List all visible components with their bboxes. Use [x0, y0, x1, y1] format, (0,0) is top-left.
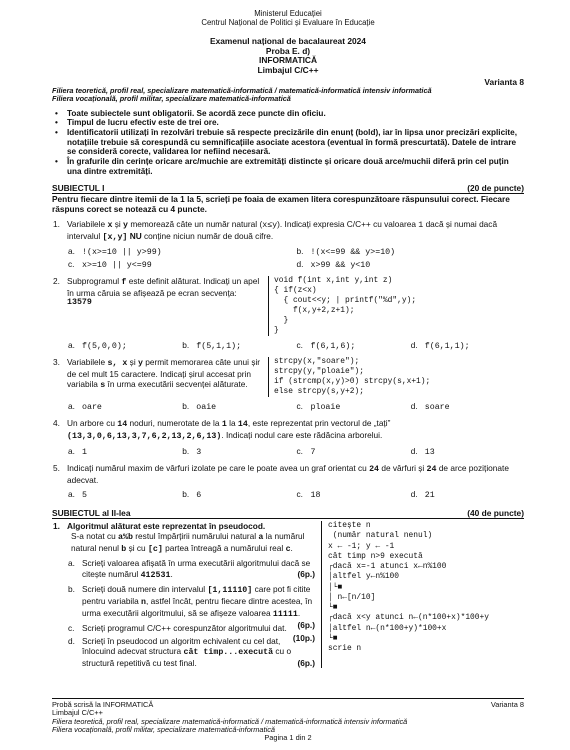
answer-letter: c. — [296, 339, 303, 350]
answer-option — [410, 401, 524, 414]
answer-option — [296, 446, 410, 459]
question-text: partea întreagă a numărului real — [162, 543, 286, 554]
question-text: S-a notat cu — [71, 531, 119, 542]
question-3 — [52, 357, 524, 414]
code-block: strcpy(x,"soare"); strcpy(y,"ploaie"); if (strcmp(x,y)>0) strcpy(s,x+1); else strcpy(s,y+2); — [268, 357, 524, 397]
rule-item: • Toate subiectele sunt obligatorii. Se acordă zece puncte din oficiu. — [52, 109, 524, 119]
answer-text: f(6,1,6); — [310, 341, 356, 351]
answer-option — [296, 259, 525, 272]
answer-text: x>99 && y<10 — [310, 261, 371, 271]
output-sequence: 13579 — [67, 298, 92, 308]
var-name: n — [141, 597, 147, 607]
answer-text: !(x>=10 || y>99) — [82, 248, 162, 258]
answer-option — [67, 259, 296, 272]
question-text: conține niciun număr de două cifre. — [141, 231, 274, 242]
subject-1-intro: Pentru fiecare dintre itemii de la 1 la 5, scrieți pe foaia de examen litera corespunzătoare răspunsului corect. Fiecare răspuns corect se notează cu 4 puncte. — [52, 194, 510, 215]
question-text: Subprogramul — [67, 276, 122, 287]
answer-text: 18 — [310, 490, 321, 500]
answer-text: oaie — [196, 402, 217, 412]
question-text: și — [127, 356, 138, 367]
sub-question-letter: c. — [68, 622, 75, 633]
footer-filiera-1: Filiera teoretică, profil real, specializare matematică-informatică / matematică-informatică intensiv informatică — [52, 716, 408, 726]
question-number: 1. — [53, 219, 60, 230]
answer-text: 13 — [424, 447, 435, 457]
question-2 — [52, 276, 524, 353]
ministry-name: Ministerul Educației — [254, 9, 322, 18]
answer-option — [67, 340, 181, 353]
var-name: b — [121, 545, 127, 555]
code-block: void f(int x,int y,int z) { if(z<x) { cout<<y; | printf("%d",y); f(x,y+2,z+1); } } — [268, 276, 524, 336]
answer-letter: b. — [182, 445, 190, 456]
question-text: și — [112, 219, 124, 230]
answer-letter: b. — [296, 246, 304, 257]
answer-text: x>=10 || y<=99 — [82, 261, 152, 271]
var-name: c — [285, 545, 291, 555]
exam-header — [52, 37, 524, 76]
question-text: Scrieți valoarea afișată în urma executării algoritmului dacă se citește numărul — [82, 558, 311, 579]
question-number: 4. — [53, 417, 60, 428]
question-text: Variabilele — [67, 356, 108, 367]
subject-2-question-1 — [52, 521, 524, 668]
value: 412531 — [140, 570, 171, 580]
subject-1-points: (20 de puncte) — [467, 183, 524, 194]
points-badge: (6p.) — [297, 619, 315, 630]
footer-filiera-2: Filiera vocațională, profil militar, specializare matematică-informatică — [52, 724, 276, 734]
sub-question-d — [67, 636, 315, 668]
question-description — [67, 531, 315, 555]
answer-text: 7 — [310, 447, 316, 457]
value: 1 — [418, 221, 424, 231]
question-text: restul împărțirii numărului natural — [132, 531, 259, 542]
answer-option — [410, 340, 524, 353]
answer-options — [67, 401, 524, 414]
parent-vector: (13,3,0,6,13,3,7,6,2,13,2,6,13) — [67, 431, 222, 441]
footer-variant: Varianta 8 — [490, 700, 524, 709]
question-number: 5. — [53, 462, 60, 473]
answer-letter: a. — [68, 445, 75, 456]
question-text: Scrieți două numere din intervalul — [82, 583, 208, 594]
question-number: 3. — [53, 356, 60, 367]
answer-text: !(x<=99 && y>=10) — [310, 248, 396, 258]
rule-item: • Timpul de lucru efectiv este de trei ore. — [52, 118, 524, 128]
question-number: 2. — [53, 276, 60, 287]
answer-option — [296, 489, 410, 502]
answer-letter: a. — [68, 400, 75, 411]
proba-label: Proba E. d) — [265, 45, 311, 56]
answer-text: 5 — [82, 490, 87, 500]
question-1 — [52, 219, 524, 272]
pseudocode-block: citește n (număr natural nenul) x ← -1; y ← -1 cât timp n>9 execută ┌dacă x=-1 atunci x←n%100 │altfel y←n%100 │└■ │ n←[n/10] └■ ┌dacă x<y atunci n←(n*100+x)*100+y │altfel n←(n*100+y)*100+x └■ scrie n — [321, 521, 524, 668]
sub-question-a — [67, 558, 315, 580]
question-4 — [52, 418, 524, 459]
answer-letter: a. — [68, 339, 75, 350]
rule-item: • În grafurile din cerințe oricare arc/muchie are extremități distincte și oricare două arce/muchii diferă prin cel puțin una dintre extremități. — [52, 157, 524, 176]
question-text: ). Indicați expresia C/C++ cu valoarea — [277, 219, 419, 230]
question-text: Scrieți programul C/C++ corespunzător algoritmului dat. — [82, 622, 287, 633]
answer-letter: d. — [410, 445, 418, 456]
subject-1-title: SUBIECTUL I — [52, 183, 105, 194]
answer-option — [296, 246, 525, 259]
subject-2-title: SUBIECTUL al II-lea — [52, 507, 131, 518]
value: [1,11110] — [207, 585, 253, 595]
answer-option — [181, 489, 295, 502]
answer-letter: d. — [296, 259, 304, 270]
question-body — [67, 521, 524, 668]
answer-text: f(5,0,0); — [82, 341, 127, 351]
value: 11111 — [272, 609, 298, 619]
footer-language: Limbajul C/C++ — [52, 708, 103, 718]
question-text: este definit alăturat. Indicați un apel în urma căruia se afișează pe ecran secvența: — [67, 276, 260, 299]
sub-question-c — [67, 622, 315, 644]
question-number: 1. — [53, 521, 60, 532]
question-text: , este reprezentat prin vectorul de „tați” — [247, 417, 391, 428]
answer-option — [67, 246, 296, 259]
question-text: noduri, numerotate de la — [127, 417, 222, 428]
question-text: Scrieți în pseudocod un algoritm echivalent cu cel dat, înlocuind adecvat structura — [82, 636, 281, 657]
answer-text: 6 — [196, 490, 202, 500]
question-text: . — [170, 568, 173, 579]
expression: a%b — [118, 533, 133, 543]
page-footer — [52, 698, 524, 742]
var-names: s, x — [107, 358, 128, 368]
subject-2-points: (40 de puncte) — [467, 507, 524, 518]
var-name: y — [123, 221, 129, 231]
condition: x≤y — [262, 221, 278, 231]
answer-letter: b. — [182, 400, 190, 411]
answer-text: 3 — [196, 447, 202, 457]
var-name: a — [258, 533, 264, 543]
subject-1-header — [52, 183, 524, 194]
value: 1 — [221, 419, 227, 429]
answer-option — [410, 446, 524, 459]
answer-option — [67, 446, 181, 459]
answer-option — [181, 401, 295, 414]
ministry-header — [52, 10, 524, 28]
var-name: y — [137, 358, 143, 368]
sub-question-letter: b. — [68, 583, 75, 594]
answer-letter: c. — [296, 445, 303, 456]
question-text: Un arbore cu — [67, 417, 118, 428]
value: 14 — [237, 419, 248, 429]
function-name: f — [121, 278, 127, 288]
rule-item: • Identificatorii utilizați în rezolvări trebuie să respecte precizările din enunț (bold), iar în lipsa unor precizări explicite, notațiile trebuie să corespundă cu semnificațiile asociate acestora (eventual în formă prescurtată). Datele de intrare se consideră corecte, validarea lor nefiind necesară. — [52, 128, 524, 157]
question-body — [67, 357, 524, 397]
filiera-line-1: Filiera teoretică, profil real, specializare matematică-informatică / matematică-informatică intensiv informatică — [52, 86, 432, 96]
var-name: s — [100, 380, 106, 390]
question-text: de vârfuri și — [379, 462, 427, 473]
points-badge: (6p.) — [297, 568, 315, 579]
answer-option — [67, 401, 181, 414]
answer-text: soare — [424, 402, 450, 412]
question-heading: Algoritmul alăturat este reprezentat în pseudocod. — [67, 521, 266, 532]
interval: [x,y] — [102, 233, 128, 243]
answer-letter: c. — [296, 488, 303, 499]
answer-text: f(6,1,1); — [424, 341, 470, 351]
answer-options — [67, 340, 524, 353]
answer-letter: a. — [68, 246, 75, 257]
question-5 — [52, 463, 524, 502]
question-text-block — [67, 276, 262, 336]
answer-letter: b. — [182, 488, 190, 499]
answer-text: f(5,1,1); — [196, 341, 242, 351]
answer-letter: d. — [410, 400, 418, 411]
question-text: permit memorarea câte unui șir de cel mult 15 caractere. Indicați șirul accesat prin variabila — [67, 356, 261, 389]
subject-2-header — [52, 508, 524, 519]
answer-letter: a. — [68, 488, 75, 499]
points-badge: (10p.) — [292, 633, 315, 644]
question-text: , astfel încât, pentru fiecare dintre acestea, în urma executării algoritmului, să se afișeze valoarea — [82, 595, 313, 618]
center-name: Centrul Național de Politici și Evaluare în Educație — [201, 17, 375, 27]
question-text-block — [67, 357, 262, 397]
filiera-line-2: Filiera vocațională, profil militar, specializare matematică-informatică — [52, 94, 291, 104]
question-text: . Indicați nodul care este rădăcina arborelui. — [221, 429, 383, 440]
question-text: Variabilele — [67, 219, 108, 230]
question-text: care pot fi citite pentru variabila — [82, 583, 311, 606]
rules-list — [52, 109, 524, 177]
var-name: x — [107, 221, 113, 231]
exam-title: Examenul național de bacalaureat 2024 — [210, 35, 366, 46]
question-text: dacă și numai dacă intervalul — [67, 219, 498, 242]
answer-option — [410, 489, 524, 502]
footer-exam: Probă scrisă la INFORMATICĂ — [52, 700, 154, 709]
answer-text: 1 — [82, 447, 87, 457]
question-text: la numărul natural nenul — [71, 531, 305, 554]
answer-text: 21 — [424, 490, 435, 500]
answer-option — [181, 340, 295, 353]
answer-options — [67, 446, 524, 459]
footer-row — [52, 701, 524, 709]
question-text: și cu — [126, 543, 148, 554]
answer-letter: d. — [410, 488, 418, 499]
value: cât timp...execută — [183, 648, 274, 658]
question-text: în urma executării secvenței alăturate. — [105, 378, 248, 389]
answer-letter: c. — [68, 259, 75, 270]
subject-name: INFORMATICĂ — [259, 55, 317, 66]
question-text: la — [226, 417, 238, 428]
question-text: cu o structură repetitivă cu test final. — [82, 646, 292, 669]
question-text: de arce poziționate adecvat. — [67, 462, 509, 485]
language-name: Limbajul C/C++ — [257, 65, 319, 76]
question-text: Indicați numărul maxim de vârfuri izolate pe care le poate avea un graf orientat cu — [67, 462, 370, 473]
answer-option — [181, 446, 295, 459]
page-number: Pagina 1 din 2 — [264, 733, 312, 743]
question-text-block — [67, 521, 315, 668]
value: 24 — [369, 464, 380, 474]
question-body — [67, 276, 524, 336]
answer-option — [296, 401, 410, 414]
question-text: memorează câte un număr natural ( — [128, 219, 263, 230]
question-text: . — [297, 607, 301, 618]
value: 24 — [426, 464, 437, 474]
variant-label: Varianta 8 — [484, 76, 524, 87]
answer-text: ploaie — [310, 402, 341, 412]
answer-letter: b. — [182, 339, 190, 350]
sub-question-letter: a. — [68, 558, 75, 569]
answer-option — [296, 340, 410, 353]
emphasis: NU — [129, 231, 142, 242]
points-badge: (6p.) — [297, 658, 315, 669]
expression: [c] — [147, 545, 163, 555]
answer-options — [67, 246, 524, 272]
answer-text: oare — [82, 402, 102, 412]
answer-options — [67, 489, 524, 502]
answer-letter: d. — [410, 339, 418, 350]
value: 14 — [117, 419, 128, 429]
answer-letter: c. — [296, 400, 303, 411]
question-text: . — [290, 543, 293, 554]
answer-option — [67, 489, 181, 502]
sub-question-letter: d. — [68, 636, 75, 647]
